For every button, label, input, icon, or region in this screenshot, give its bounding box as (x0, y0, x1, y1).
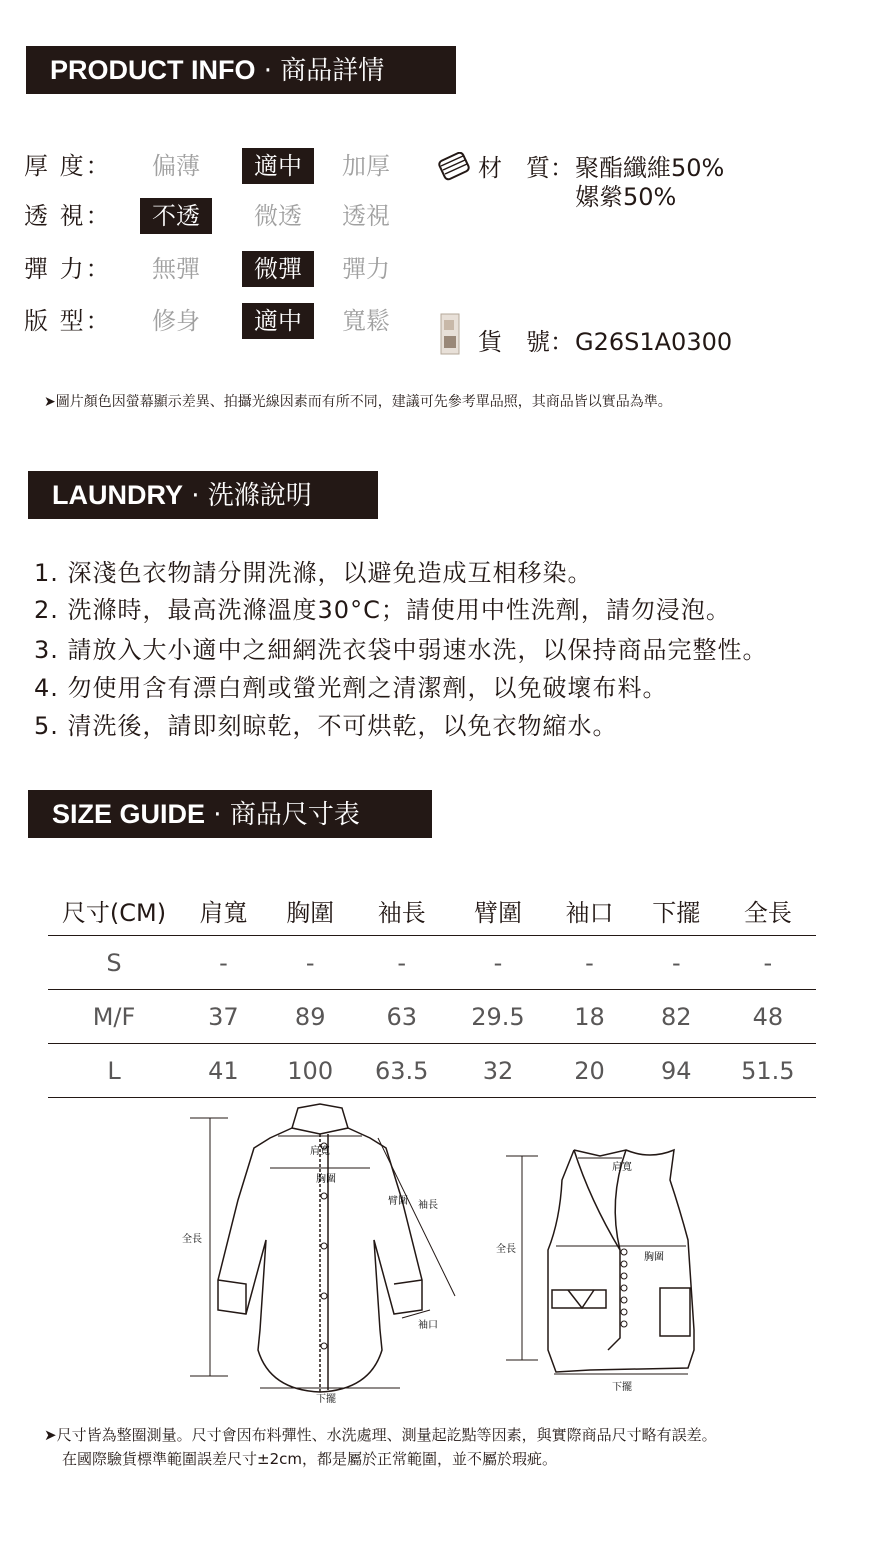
product-info-header (26, 46, 456, 94)
size-value-cell: 37 (180, 990, 267, 1044)
attribute-option-selected: 不透 (140, 198, 212, 234)
size-table (48, 885, 816, 1098)
size-value-cell: 63 (354, 990, 450, 1044)
table-row (48, 936, 816, 990)
tag-icon (438, 312, 462, 356)
color-note: ➤圖片顏色因螢幕顯示差異、拍攝光線因素而有所不同，建議可先參考單品照，其商品皆以實品為準。 (44, 394, 672, 410)
attribute-option: 寬鬆 (342, 307, 390, 335)
size-value-cell: 63.5 (354, 1044, 450, 1098)
size-guide-title-en: SIZE GUIDE (52, 799, 206, 829)
attribute-option: 透視 (342, 202, 390, 230)
size-value-cell: 51.5 (720, 1044, 816, 1098)
size-value-cell: - (267, 936, 354, 990)
size-label-cell: S (48, 936, 180, 990)
size-value-cell: 94 (633, 1044, 720, 1098)
shirt-chest-label: 胸圍 (316, 1174, 336, 1185)
attribute-option: 加厚 (342, 152, 390, 180)
size-value-cell: - (180, 936, 267, 990)
laundry-item-5: 5. 清洗後，請即刻晾乾，不可烘乾，以免衣物縮水。 (34, 712, 618, 740)
sku-value: G26S1A0300 (575, 328, 733, 356)
size-value-cell: 100 (267, 1044, 354, 1098)
yarn-icon (435, 152, 473, 182)
table-row (48, 1044, 816, 1098)
shirt-length-label: 全長 (182, 1234, 202, 1245)
shirt-shoulder-label: 肩寬 (310, 1146, 330, 1157)
product-info-title-en: PRODUCT INFO (50, 55, 256, 85)
attribute-option-selected: 適中 (242, 303, 314, 339)
product-info-title-zh: · 商品詳情 (263, 56, 385, 86)
material-line-2: 嫘縈50% (575, 183, 677, 211)
size-header-cell: 肩寬 (180, 885, 267, 936)
size-value-cell: 48 (720, 990, 816, 1044)
size-header-cell: 袖長 (354, 885, 450, 936)
size-table-header (48, 885, 816, 936)
laundry-item-1: 1. 深淺色衣物請分開洗滌，以避免造成互相移染。 (34, 559, 593, 587)
size-header-cell: 尺寸(CM) (48, 885, 180, 936)
table-row (48, 990, 816, 1044)
size-value-cell: 82 (633, 990, 720, 1044)
attribute-option: 微透 (254, 202, 302, 230)
size-header-cell: 全長 (720, 885, 816, 936)
shirt-diagram (170, 1100, 470, 1410)
shirt-hem-label: 下擺 (316, 1394, 336, 1405)
shirt-cuff-label: 袖口 (418, 1320, 438, 1331)
attribute-option: 彈力 (342, 255, 390, 283)
laundry-item-4: 4. 勿使用含有漂白劑或螢光劑之清潔劑，以免破壞布料。 (34, 674, 668, 702)
laundry-item-2: 2. 洗滌時，最高洗滌溫度30°C；請使用中性洗劑，請勿浸泡。 (34, 596, 731, 624)
laundry-item-3: 3. 請放入大小適中之細網洗衣袋中弱速水洗，以保持商品完整性。 (34, 636, 768, 664)
vest-shoulder-label: 肩寬 (612, 1162, 632, 1173)
attribute-label: 彈 力： (24, 255, 112, 283)
size-value-cell: - (546, 936, 633, 990)
size-value-cell: - (450, 936, 546, 990)
attribute-option: 偏薄 (152, 152, 200, 180)
size-value-cell: 20 (546, 1044, 633, 1098)
size-value-cell: 29.5 (450, 990, 546, 1044)
shirt-sleeve-label: 袖長 (418, 1200, 438, 1211)
size-value-cell: 89 (267, 990, 354, 1044)
vest-hem-label: 下擺 (612, 1382, 632, 1393)
attribute-option: 修身 (152, 307, 200, 335)
size-value-cell: - (354, 936, 450, 990)
size-note-line-1: ➤尺寸皆為整圈測量。尺寸會因布料彈性、水洗處理、測量起訖點等因素，與實際商品尺寸略有誤差。 (44, 1426, 717, 1444)
vest-chest-label: 胸圍 (644, 1252, 664, 1263)
attribute-label: 版 型： (24, 307, 112, 335)
size-value-cell: 18 (546, 990, 633, 1044)
size-value-cell: 32 (450, 1044, 546, 1098)
size-header-cell: 胸圍 (267, 885, 354, 936)
size-header-cell: 下擺 (633, 885, 720, 936)
laundry-header (28, 471, 378, 519)
size-value-cell: 41 (180, 1044, 267, 1098)
size-header-cell: 袖口 (546, 885, 633, 936)
laundry-title-en: LAUNDRY (52, 480, 183, 510)
size-value-cell: - (720, 936, 816, 990)
size-guide-header (28, 790, 432, 838)
attribute-option-selected: 適中 (242, 148, 314, 184)
laundry-title-zh: · 洗滌說明 (191, 481, 312, 511)
vest-length-label: 全長 (496, 1244, 516, 1255)
attribute-option: 無彈 (152, 255, 200, 283)
size-label-cell: L (48, 1044, 180, 1098)
sku-label: 貨 號： (478, 328, 574, 356)
size-header-cell: 臂圍 (450, 885, 546, 936)
size-guide-title-zh: · 商品尺寸表 (213, 800, 360, 830)
material-line-1: 聚酯纖維50% (575, 154, 725, 182)
material-label: 材 質： (478, 154, 574, 182)
size-table-body (48, 936, 816, 1098)
size-note-line-2: 在國際驗貨標準範圍誤差尺寸±2cm，都是屬於正常範圍，並不屬於瑕疵。 (62, 1450, 557, 1468)
shirt-arm-label: 臂圍 (388, 1196, 408, 1207)
size-value-cell: - (633, 936, 720, 990)
attribute-option-selected: 微彈 (242, 251, 314, 287)
attribute-label: 厚 度： (24, 152, 112, 180)
vest-diagram (490, 1140, 710, 1400)
attribute-label: 透 視： (24, 202, 112, 230)
size-label-cell: M/F (48, 990, 180, 1044)
